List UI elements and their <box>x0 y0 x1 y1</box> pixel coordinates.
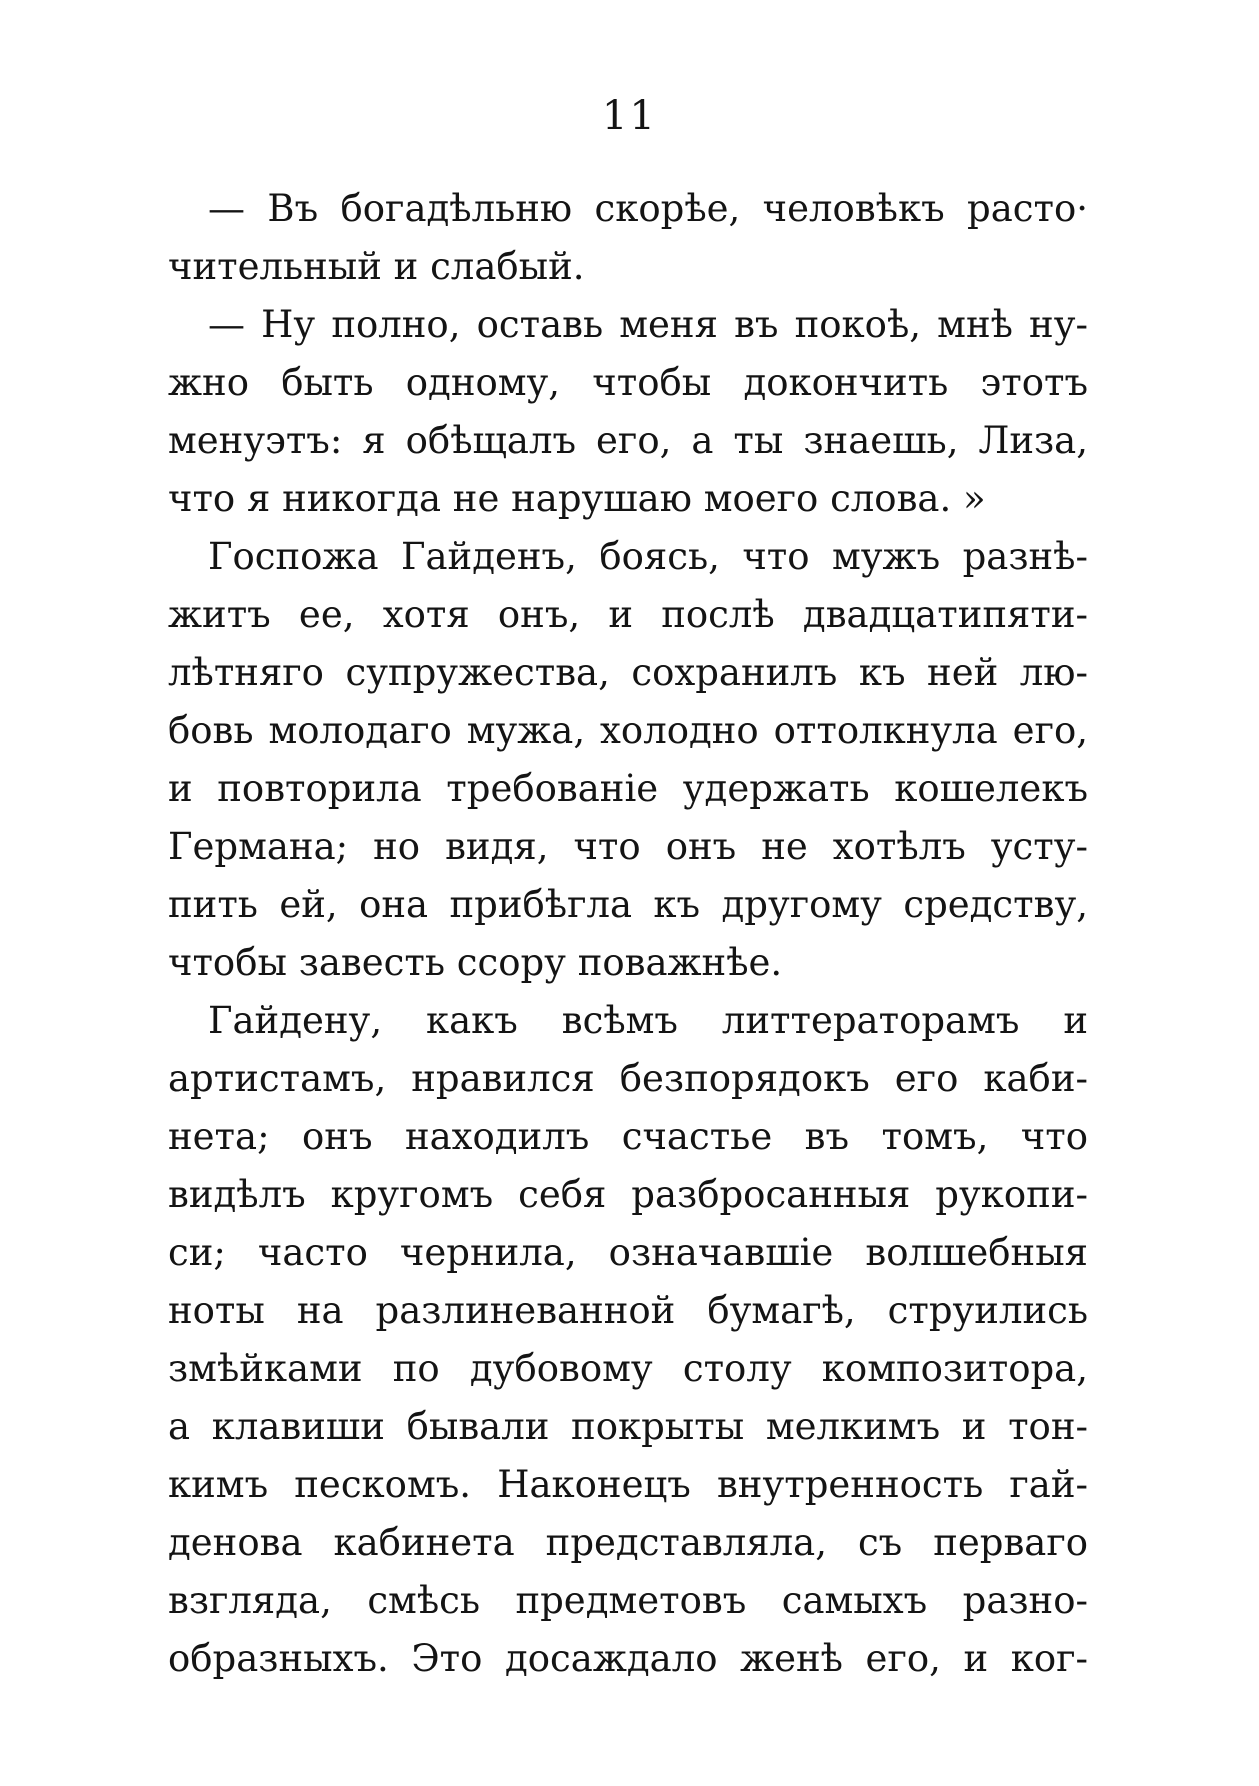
text-line: видѣлъ кругомъ себя разбросанныя рукопи- <box>168 1173 1088 1216</box>
text-line: змѣйками по дубовому столу композитора, <box>168 1347 1088 1390</box>
text-line: лѣтняго супружества, сохранилъ къ ней лю- <box>168 651 1088 694</box>
paragraph-3 <box>168 528 1088 992</box>
text-line: что я никогда не нарушаю моего слова. » <box>168 477 986 520</box>
text-line: кимъ пескомъ. Наконецъ внутренность гай- <box>168 1463 1088 1506</box>
text-line: Госпожа Гайденъ, боясь, что мужъ разнѣ- <box>208 535 1088 578</box>
text-line: менуэтъ: я обѣщалъ его, а ты знаешь, Лиза, <box>168 419 1088 462</box>
text-line: образныхъ. Это досаждало женѣ его, и ког- <box>168 1637 1088 1680</box>
paragraph-1 <box>168 180 1088 296</box>
text-line: а клавиши бывали покрыты мелкимъ и тон- <box>168 1405 1088 1448</box>
text-line: жно быть одному, чтобы докончить этотъ <box>168 361 1088 404</box>
text-line: бовь молодаго мужа, холодно оттолкнула его, <box>168 709 1088 752</box>
text-line: Германа; но видя, что онъ не хотѣлъ усту- <box>168 825 1088 868</box>
text-line: денова кабинета представляла, съ перваго <box>168 1521 1088 1564</box>
text-line: и повторила требованіе удержать кошелекъ <box>168 767 1088 810</box>
text-line: взгляда, смѣсь предметовъ самыхъ разно- <box>168 1579 1088 1622</box>
text-line: нета; онъ находилъ счастье въ томъ, что <box>168 1115 1088 1158</box>
text-line: артистамъ, нравился безпорядокъ его каби- <box>168 1057 1088 1100</box>
paragraph-2 <box>168 296 1088 528</box>
text-line: — Въ богадѣльню скорѣе, человѣкъ расто· <box>208 187 1088 230</box>
text-line: Гайдену, какъ всѣмъ литтераторамъ и <box>208 999 1088 1042</box>
text-line: житъ ее, хотя онъ, и послѣ двадцатипяти- <box>168 593 1088 636</box>
text-line: ноты на разлиневанной бумагѣ, струились <box>168 1289 1088 1332</box>
text-line: чительный и слабый. <box>168 245 585 288</box>
page-number: 11 <box>602 93 657 139</box>
text-line: — Ну полно, оставь меня въ покоѣ, мнѣ ну- <box>208 303 1088 346</box>
paragraph-4 <box>168 992 1088 1688</box>
text-line: си; часто чернила, означавшіе волшебныя <box>168 1231 1088 1274</box>
text-line: чтобы завесть ссору поважнѣе. <box>168 941 783 984</box>
body-text <box>168 180 1088 1688</box>
text-line: пить ей, она прибѣгла къ другому средству, <box>168 883 1088 926</box>
